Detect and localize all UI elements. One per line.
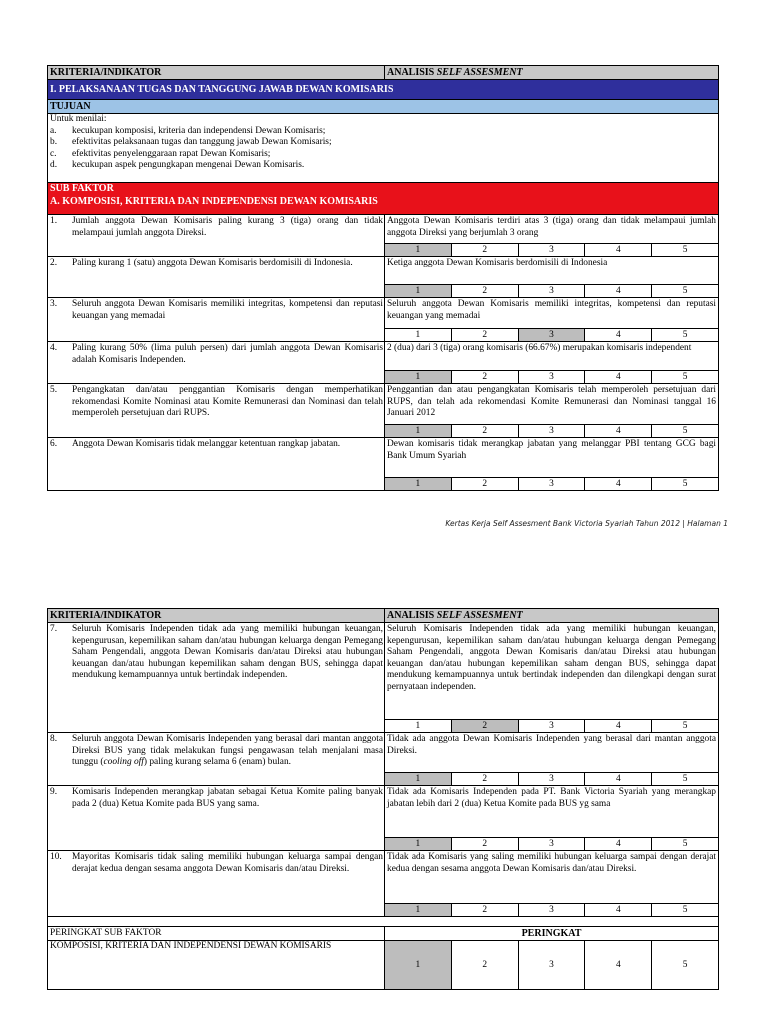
rating-option-5[interactable]: 5 <box>651 285 718 297</box>
rating-option-3[interactable]: 3 <box>518 720 585 732</box>
rating-scale <box>385 719 718 732</box>
criteria-text-part: Seluruh anggota Dewan Komisaris Independen yang berasal dari mantan anggota Direksi BUS yang tidak melakukan fungsi pengawasan telah menjalani masa tunggu ( <box>72 734 383 768</box>
rating-option-5[interactable]: 5 <box>651 371 718 383</box>
header-criteria: KRITERIA/INDIKATOR <box>48 609 385 622</box>
item-number: 5. <box>50 385 58 395</box>
criteria-text: Seluruh anggota Dewan Komisaris memiliki integritas, kompetensi dan reputasi keuangan yang memadai <box>72 299 383 321</box>
table-row <box>48 622 718 732</box>
table-row <box>48 214 718 256</box>
peringkat-sub-faktor-label: PERINGKAT SUB FAKTOR <box>48 927 384 941</box>
rating-scale <box>385 284 718 297</box>
rating-scale <box>385 424 718 437</box>
rating-option-2[interactable]: 2 <box>451 371 518 383</box>
analysis-text: Tidak ada Komisaris Independen pada PT. Bank Victoria Syariah yang merangkap jabatan lebih dari 2 (dua) Ketua Komite pada BUS yg sama <box>387 787 716 809</box>
rating-option-5[interactable]: 5 <box>651 904 718 916</box>
analysis-cell <box>385 851 718 916</box>
criteria-cell <box>48 851 385 916</box>
peringkat-row <box>48 926 718 989</box>
items-page2 <box>48 622 718 916</box>
criteria-cell <box>48 733 385 785</box>
page-footer: Kertas Kerja Self Assesment Bank Victoria Syariah Tahun 2012 | Halaman 1 <box>445 519 728 528</box>
item-number: 8. <box>50 734 58 744</box>
analysis-cell <box>385 298 718 341</box>
criteria-text-italic: cooling off <box>103 757 144 768</box>
criteria-text: Komisaris Independen merangkap jabatan sebagai Ketua Komite paling banyak pada 2 (dua) Ketua Komite pada BUS yang sama. <box>72 787 383 809</box>
rating-option-4[interactable]: 4 <box>584 720 651 732</box>
peringkat-sub-faktor-title: KOMPOSISI, KRITERIA DAN INDEPENDENSI DEWAN KOMISARIS <box>50 941 332 951</box>
peringkat-option-2[interactable]: 2 <box>451 941 518 989</box>
rating-option-2[interactable]: 2 <box>451 425 518 437</box>
criteria-cell <box>48 342 385 383</box>
item-number: 1. <box>50 216 58 226</box>
tujuan-point: b. efektivitas pelaksanaan tugas dan tanggung jawab Dewan Komisaris; <box>50 137 332 148</box>
peringkat-left <box>48 927 385 989</box>
tujuan-intro: Untuk menilai: <box>50 114 107 124</box>
rating-option-1[interactable]: 1 <box>385 244 451 256</box>
rating-option-4[interactable]: 4 <box>584 904 651 916</box>
rating-option-1[interactable]: 1 <box>385 904 451 916</box>
peringkat-option-4[interactable]: 4 <box>584 941 651 989</box>
rating-scale <box>385 328 718 341</box>
table-row <box>48 437 718 490</box>
rating-option-5[interactable]: 5 <box>651 329 718 341</box>
analysis-cell <box>385 257 718 297</box>
criteria-text: Seluruh Komisaris Independen tidak ada yang memiliki hubungan keuangan, kepengurusan, kepemilikan saham dan/atau hubungan keluarga dengan Pemegang Saham Pengendali, anggota Dewan Komisaris dan/atau Direksi atau hubungan keuangan dan/atau hubungan kepemilikan saham dengan BUS, sehingga dapat mendukung kemampuannya untuk bertindak independen. <box>72 624 383 681</box>
assessment-table-page1 <box>47 65 719 491</box>
table-header <box>48 66 718 79</box>
criteria-text-part: ) paling kurang selama 6 (enam) bulan. <box>143 757 291 768</box>
criteria-item <box>48 851 384 875</box>
criteria-text: Mayoritas Komisaris tidak saling memiliki hubungan keluarga sampai dengan derajat kedua dengan sesama anggota Dewan Komisaris dan/atau Direksi. <box>72 852 383 874</box>
tujuan-row <box>48 99 718 113</box>
rating-option-2[interactable]: 2 <box>451 244 518 256</box>
tujuan-list <box>48 114 718 182</box>
criteria-item <box>48 215 384 239</box>
rating-option-1[interactable]: 1 <box>385 285 451 297</box>
analysis-text: Penggantian dan atau pengangkatan Komisaris telah memperoleh persetujuan dari RUPS, dan telah ada rekomendasi Komite Remunerasi dan Nominasi tanggal 16 Januari 2012 <box>387 385 716 419</box>
peringkat-label: PERINGKAT <box>385 927 718 941</box>
header-analysis: ANALISIS SELF ASSESMENT <box>385 66 718 79</box>
rating-option-1[interactable]: 1 <box>385 478 451 490</box>
analysis-text: Ketiga anggota Dewan Komisaris berdomisili di Indonesia <box>387 258 608 268</box>
peringkat-option-1[interactable]: 1 <box>385 941 451 989</box>
tujuan-point: d. kecukupan aspek pengungkapan mengenai Dewan Komisaris. <box>50 160 305 171</box>
criteria-item <box>48 298 384 322</box>
rating-option-4[interactable]: 4 <box>584 244 651 256</box>
rating-option-2[interactable]: 2 <box>451 478 518 490</box>
table-row <box>48 850 718 916</box>
analysis-text: 2 (dua) dari 3 (tiga) orang komisaris (66.67%) merupakan komisaris independent <box>387 343 692 353</box>
rating-option-4[interactable]: 4 <box>584 773 651 785</box>
item-number: 10. <box>50 852 62 862</box>
criteria-item <box>48 342 384 366</box>
item-number: 2. <box>50 258 58 268</box>
analysis-cell <box>385 342 718 383</box>
rating-option-2[interactable]: 2 <box>451 720 518 732</box>
rating-option-3[interactable]: 3 <box>518 904 585 916</box>
header-analysis: ANALISIS SELF ASSESMENT <box>385 609 718 622</box>
item-number: 9. <box>50 787 58 797</box>
rating-option-5[interactable]: 5 <box>651 720 718 732</box>
criteria-cell <box>48 257 385 297</box>
spacer-row <box>48 916 718 926</box>
criteria-cell <box>48 623 385 732</box>
rating-option-3[interactable]: 3 <box>518 285 585 297</box>
criteria-item <box>48 384 384 420</box>
rating-scale <box>385 477 718 490</box>
rating-scale <box>385 243 718 256</box>
rating-scale <box>385 772 718 785</box>
criteria-cell <box>48 215 385 256</box>
item-number: 6. <box>50 439 58 449</box>
rating-option-1[interactable]: 1 <box>385 425 451 437</box>
rating-option-3[interactable]: 3 <box>518 371 585 383</box>
rating-option-2[interactable]: 2 <box>451 773 518 785</box>
tujuan-label: TUJUAN <box>48 100 718 113</box>
assessment-table-page2 <box>47 608 719 990</box>
rating-option-4[interactable]: 4 <box>584 329 651 341</box>
rating-option-4[interactable]: 4 <box>584 838 651 850</box>
criteria-cell <box>48 786 385 850</box>
rating-option-2[interactable]: 2 <box>451 838 518 850</box>
peringkat-scale <box>385 941 718 989</box>
criteria-text: Anggota Dewan Komisaris tidak melanggar ketentuan rangkap jabatan. <box>72 439 341 449</box>
criteria-cell <box>48 298 385 341</box>
rating-option-3[interactable]: 3 <box>518 478 585 490</box>
section-row <box>48 79 718 99</box>
criteria-text: Pengangkatan dan/atau penggantian Komisaris dengan memperhatikan rekomendasi Komite Nominasi atau Komite Remunerasi dan Nominasi dan telah memperoleh persetujuan dari RUPS. <box>72 385 383 419</box>
tujuan-point: c. efektivitas penyelenggaraan rapat Dewan Komisaris; <box>50 148 271 159</box>
analysis-text: Seluruh anggota Dewan Komisaris memiliki integritas, kompetensi dan reputasi keuangan yang memadai <box>387 299 716 321</box>
item-number: 4. <box>50 343 58 353</box>
rating-option-2[interactable]: 2 <box>451 329 518 341</box>
sub-faktor-row <box>48 182 718 214</box>
criteria-item <box>48 257 384 270</box>
rating-option-4[interactable]: 4 <box>584 478 651 490</box>
criteria-text <box>72 734 383 769</box>
rating-scale <box>385 370 718 383</box>
tujuan-point: a. kecukupan komposisi, kriteria dan independensi Dewan Komisaris; <box>50 125 326 136</box>
analysis-text: Seluruh Komisaris Independen tidak ada yang memiliki hubungan keuangan, kepengurusan, kepemilikan saham dan/atau hubungan keluarga dengan Pemegang Saham Pengendali, anggota Dewan Komisaris dan/atau Direksi atau hubungan keuangan dan/atau hubungan kepemilikan saham dengan BUS, sehingga dapat mendukung kemampuannya untuk bertindak independen dan dilengkapi dengan surat pernyataan independen. <box>387 624 716 692</box>
table-row <box>48 297 718 341</box>
criteria-item <box>48 786 384 810</box>
table-row <box>48 732 718 785</box>
rating-option-5[interactable]: 5 <box>651 425 718 437</box>
rating-option-2[interactable]: 2 <box>451 285 518 297</box>
table-row <box>48 256 718 297</box>
rating-option-1[interactable]: 1 <box>385 773 451 785</box>
analysis-text: Anggota Dewan Komisaris terdiri atas 3 (tiga) orang dan tidak melampaui jumlah anggota Direksi yang berjumlah 3 orang <box>387 216 716 238</box>
rating-option-5[interactable]: 5 <box>651 838 718 850</box>
rating-option-1[interactable]: 1 <box>415 721 421 731</box>
criteria-item <box>48 438 384 451</box>
rating-option-5[interactable]: 5 <box>651 478 718 490</box>
sub-faktor <box>48 183 718 214</box>
items-page1 <box>48 214 718 490</box>
table-header <box>48 609 718 622</box>
peringkat-option-5[interactable]: 5 <box>651 941 718 989</box>
item-number: 3. <box>50 299 58 309</box>
rating-option-5[interactable]: 5 <box>651 773 718 785</box>
rating-option-1[interactable]: 1 <box>385 371 451 383</box>
rating-option-2[interactable]: 2 <box>451 904 518 916</box>
peringkat-right <box>385 927 718 989</box>
analysis-cell <box>385 438 718 490</box>
analysis-text: Tidak ada Komisaris yang saling memiliki hubungan keluarga sampai dengan derajat kedua dengan sesama anggota Dewan Komisaris dan/atau Direksi. <box>387 852 716 874</box>
rating-option-5[interactable]: 5 <box>651 244 718 256</box>
rating-scale <box>385 903 718 916</box>
rating-scale <box>385 837 718 850</box>
rating-option-3[interactable]: 3 <box>518 773 585 785</box>
criteria-item <box>48 623 384 682</box>
rating-option-3[interactable]: 3 <box>518 329 585 341</box>
tujuan-body <box>48 113 718 182</box>
analysis-cell <box>385 623 718 732</box>
table-row <box>48 383 718 437</box>
sub-faktor-label: SUB FAKTOR <box>50 183 114 194</box>
criteria-cell <box>48 438 385 490</box>
table-row <box>48 341 718 383</box>
peringkat-option-3[interactable]: 3 <box>518 941 585 989</box>
rating-option-4[interactable]: 4 <box>584 371 651 383</box>
analysis-cell <box>385 733 718 785</box>
analysis-cell <box>385 215 718 256</box>
section-title: I. PELAKSANAAN TUGAS DAN TANGGUNG JAWAB DEWAN KOMISARIS <box>48 80 718 99</box>
item-number: 7. <box>50 624 58 634</box>
rating-option-3[interactable]: 3 <box>518 244 585 256</box>
header-criteria: KRITERIA/INDIKATOR <box>48 66 385 79</box>
rating-option-3[interactable]: 3 <box>518 425 585 437</box>
rating-option-4[interactable]: 4 <box>584 285 651 297</box>
criteria-cell <box>48 384 385 437</box>
criteria-item <box>48 733 384 769</box>
analysis-cell <box>385 786 718 850</box>
criteria-text: Paling kurang 50% (lima puluh persen) dari jumlah anggota Dewan Komisaris adalah Komisaris Independen. <box>72 343 383 365</box>
analysis-text: Dewan komisaris tidak merangkap jabatan yang melanggar PBI tentang GCG bagi Bank Umum Syariah <box>387 439 716 461</box>
criteria-text: Paling kurang 1 (satu) anggota Dewan Komisaris berdomisili di Indonesia. <box>72 258 353 268</box>
criteria-text: Jumlah anggota Dewan Komisaris paling kurang 3 (tiga) orang dan tidak melampaui jumlah anggota Direksi. <box>72 216 383 238</box>
rating-option-4[interactable]: 4 <box>584 425 651 437</box>
analysis-text: Tidak ada anggota Dewan Komisaris Independen yang berasal dari mantan anggota Direksi. <box>387 734 716 756</box>
table-row <box>48 785 718 850</box>
analysis-cell <box>385 384 718 437</box>
rating-option-1[interactable]: 1 <box>385 838 451 850</box>
sub-faktor-title: A. KOMPOSISI, KRITERIA DAN INDEPENDENSI DEWAN KOMISARIS <box>50 195 378 207</box>
rating-option-1[interactable]: 1 <box>415 330 421 340</box>
rating-option-3[interactable]: 3 <box>518 838 585 850</box>
